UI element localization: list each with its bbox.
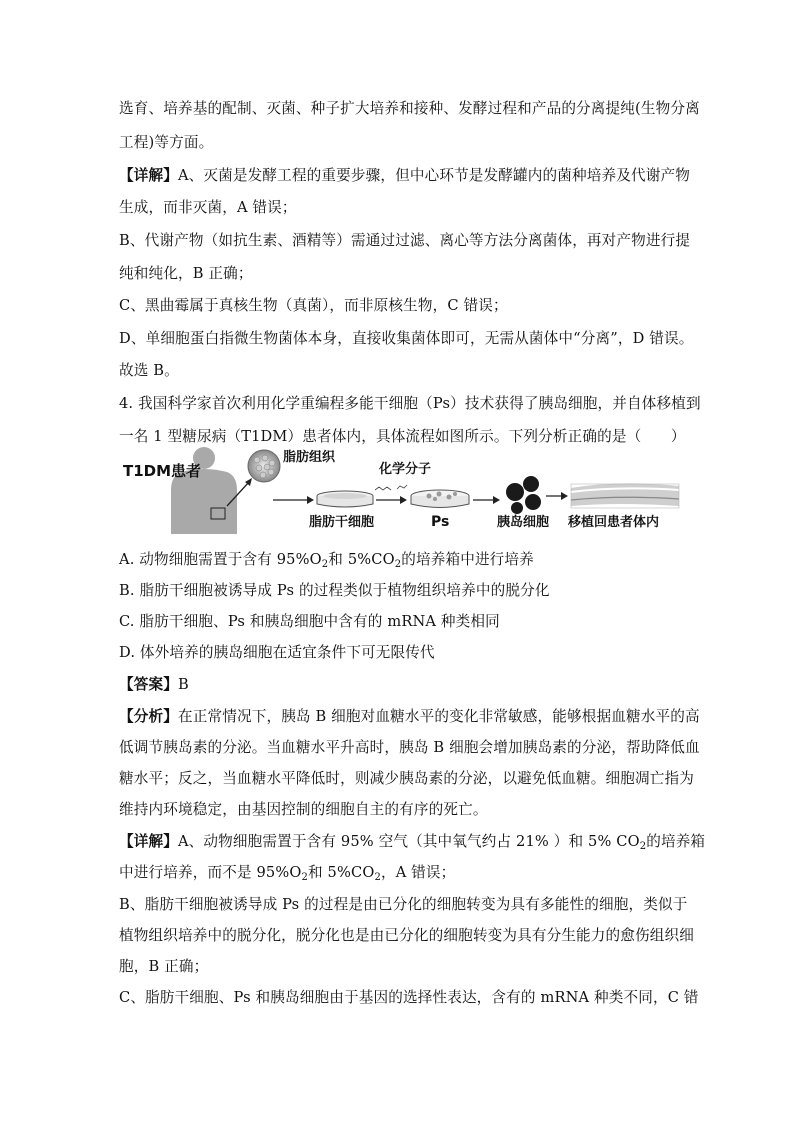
option-b: B. 脂肪干细胞被诱导成 Ps 的过程类似于植物组织培养中的脱分化 [119,582,550,599]
text-line: C、黑曲霉属于真核生物（真菌），而非原核生物，C 错误； [119,297,508,314]
text-line: 工程)等方面。 [119,134,214,151]
dish-ps [411,490,469,508]
text-line: 纯和纯化，B 正确； [119,265,253,282]
detail-line: 植物组织培养中的脱分化，脱分化也是由已分化的细胞转变为具有分生能力的愈伤组织细 [119,927,695,944]
detail-line: C、脂肪干细胞、Ps 和胰岛细胞由于基因的选择性表达，含有的 mRNA 种类不同，C 错 [119,989,699,1006]
chem-label: 化学分子 [379,462,432,477]
fat-tissue-label: 脂肪组织 [283,450,336,465]
detail-line: B、脂肪干细胞被诱导成 Ps 的过程是由已分化的细胞转变为具有多能性的细胞，类似于 [119,896,688,913]
analysis-line: 糖水平；反之，当血糖水平降低时，则减少胰岛素的分泌，以避免低血糖。细胞凋亡指为 [119,770,695,787]
islet-cells-image [506,476,541,514]
transplant-label: 移植回患者体内 [568,515,660,530]
text-line: 【详解】A、灭菌是发酵工程的重要步骤，但中心环节是发酵罐内的菌种培养及代谢产物 [119,167,690,184]
text-line: B、代谢产物（如抗生素、酒精等）需通过过滤、离心等方法分离菌体，再对产物进行提 [119,232,691,249]
detail-line: 胞，B 正确； [119,958,209,975]
fat-stem-label: 脂肪干细胞 [309,515,375,530]
patient-label: T1DM患者 [123,462,202,480]
islet-label: 胰岛细胞 [497,515,550,530]
text-line: 故选 B。 [119,362,179,379]
answer-value: B [177,676,189,693]
detail-tag: 【详解】 [119,167,178,184]
molecule-icon [375,485,407,490]
analysis-line: 维持内环境稳定，由基因控制的细胞自主的有序的死亡。 [119,801,488,818]
analysis-tag: 【分析】 [119,708,178,725]
detail-tag: 【详解】 [119,833,178,850]
ps-label: Ps [431,514,450,530]
option-d: D. 体外培养的胰岛细胞在适宜条件下可无限传代 [119,644,435,661]
answer-tag: 【答案】 [119,676,178,693]
analysis-line: 低调节胰岛素的分泌。当血糖水平升高时，胰岛 B 细胞会增加胰岛素的分泌，帮助降低血 [119,739,700,756]
text-line: D、单细胞蛋白指微生物菌体本身，直接收集菌体即可，无需从菌体中“分离”，D 错误。 [119,330,694,347]
text-line: 选育、培养基的配制、灭菌、种子扩大培养和接种、发酵过程和产品的分离提纯(生物分离 [119,100,700,117]
transplant-image [571,483,679,508]
text-line: 生成，而非灭菌，A 错误； [119,199,297,216]
option-c: C. 脂肪干细胞、Ps 和胰岛细胞中含有的 mRNA 种类相同 [119,613,500,630]
detail-line: 【详解】A、动物细胞需置于含有 95% 空气（其中氧气约占 21% ）和 5% $CO_2$的培养箱 [119,833,706,852]
dish-fat-stem [317,491,373,507]
patient-silhouette [171,447,237,534]
process-figure [119,446,709,536]
question-4-line: 4. 我国科学家首次利用化学重编程多能干细胞（Ps）技术获得了胰岛细胞，并自体移植到 [119,395,701,412]
option-a: A. 动物细胞需置于含有 $95\%O_2$和 $5\%CO_2$的培养箱中进行培养 [119,551,534,570]
analysis-line: 【分析】在正常情况下，胰岛 B 细胞对血糖水平的变化非常敏感，能够根据血糖水平的高 [119,708,700,725]
question-4-line: 一名 1 型糖尿病（T1DM）患者体内，具体流程如图所示。下列分析正确的是（ ） [119,428,686,445]
detail-line: 中进行培养，而不是 $95\%O_2$和 $5\%CO_2$，A 错误； [119,864,456,883]
answer-line [119,675,679,695]
